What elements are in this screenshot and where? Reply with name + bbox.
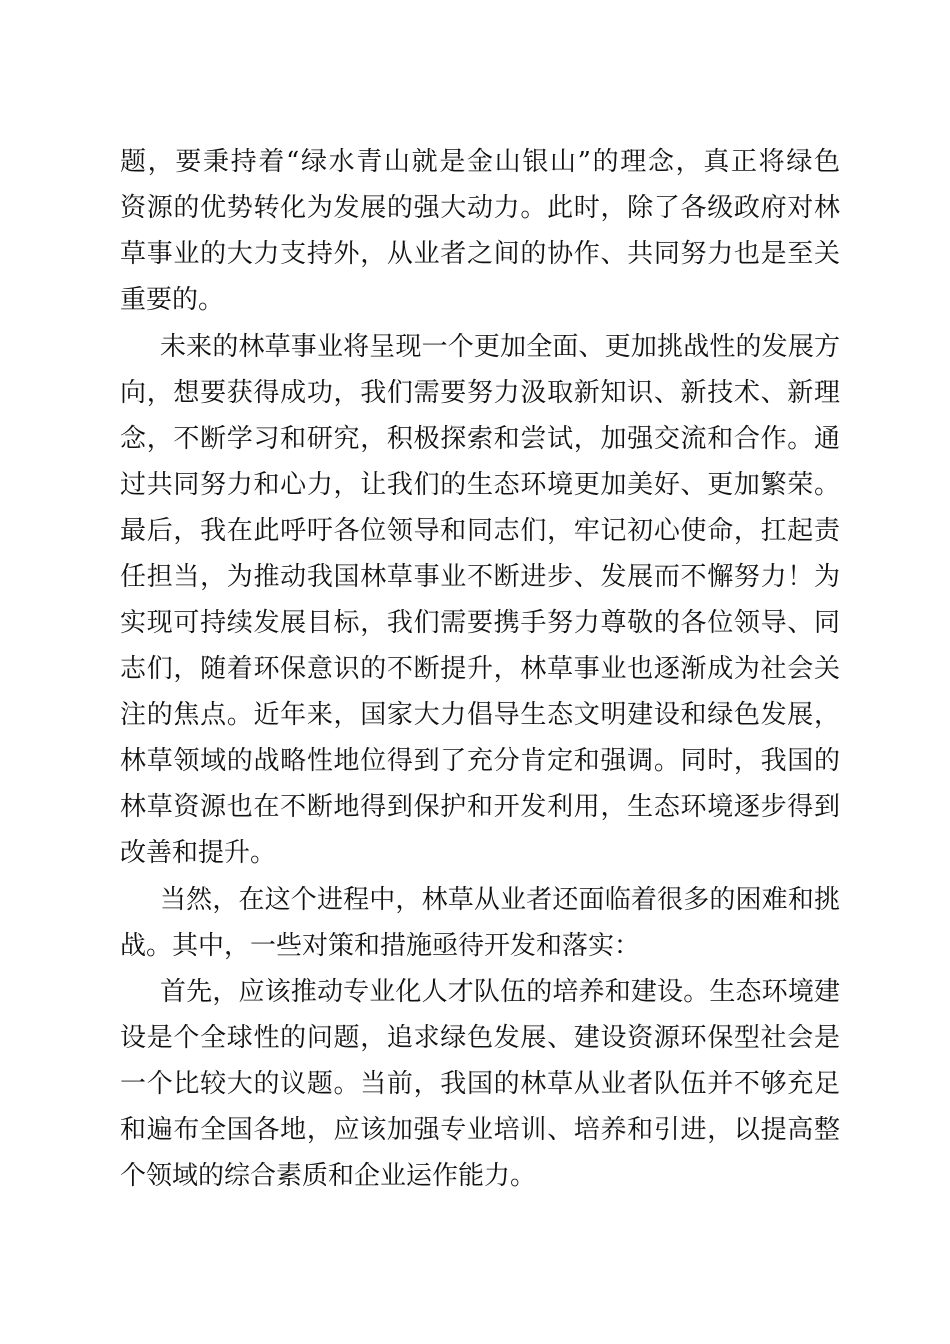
text-line: 向，想要获得成功，我们需要努力汲取新知识、新技术、新理 — [120, 378, 840, 408]
text-line: 念，不断学习和研究，积极探索和尝试，加强交流和合作。通 — [120, 424, 840, 454]
text-line: 最后，我在此呼吁各位领导和同志们，牢记初心使命，扛起责 — [120, 516, 840, 546]
text-line: 个领域的综合素质和企业运作能力。 — [120, 1161, 537, 1191]
text-line: 林草资源也在不断地得到保护和开发利用，生态环境逐步得到 — [120, 792, 840, 822]
text-line: 一个比较大的议题。当前，我国的林草从业者队伍并不够充足 — [120, 1069, 840, 1099]
text-line: 重要的。 — [120, 285, 225, 315]
text-line: 林草领域的战略性地位得到了充分肯定和强调。同时，我国的 — [120, 746, 840, 776]
text-line: 过共同努力和心力，让我们的生态环境更加美好、更加繁荣。 — [120, 470, 840, 500]
text-line: 战。其中，一些对策和措施亟待开发和落实： — [120, 931, 641, 961]
text-line: 设是个全球性的问题，追求绿色发展、建设资源环保型社会是 — [120, 1023, 840, 1053]
text-line: 和遍布全国各地，应该加强专业培训、培养和引进，以提高整 — [120, 1115, 840, 1145]
paragraph-first-line: 未来的林草事业将呈现一个更加全面、更加挑战性的发展方 — [160, 332, 840, 362]
text-line: 任担当，为推动我国林草事业不断进步、发展而不懈努力！为 — [120, 562, 840, 592]
text-line: 资源的优势转化为发展的强大动力。此时，除了各级政府对林 — [120, 193, 840, 223]
text-line: 志们，随着环保意识的不断提升，林草事业也逐渐成为社会关 — [120, 654, 840, 684]
text-line: 改善和提升。 — [120, 838, 277, 868]
paragraph-first-line: 首先，应该推动专业化人才队伍的培养和建设。生态环境建 — [160, 977, 840, 1007]
text-line: 草事业的大力支持外，从业者之间的协作、共同努力也是至关 — [120, 239, 840, 269]
text-line: 实现可持续发展目标，我们需要携手努力尊敬的各位领导、同 — [120, 608, 840, 638]
text-line: 题，要秉持着“绿水青山就是金山银山”的理念，真正将绿色 — [120, 147, 840, 177]
text-line: 注的焦点。近年来，国家大力倡导生态文明建设和绿色发展， — [120, 700, 840, 730]
paragraph-first-line: 当然，在这个进程中，林草从业者还面临着很多的困难和挑 — [160, 885, 840, 915]
